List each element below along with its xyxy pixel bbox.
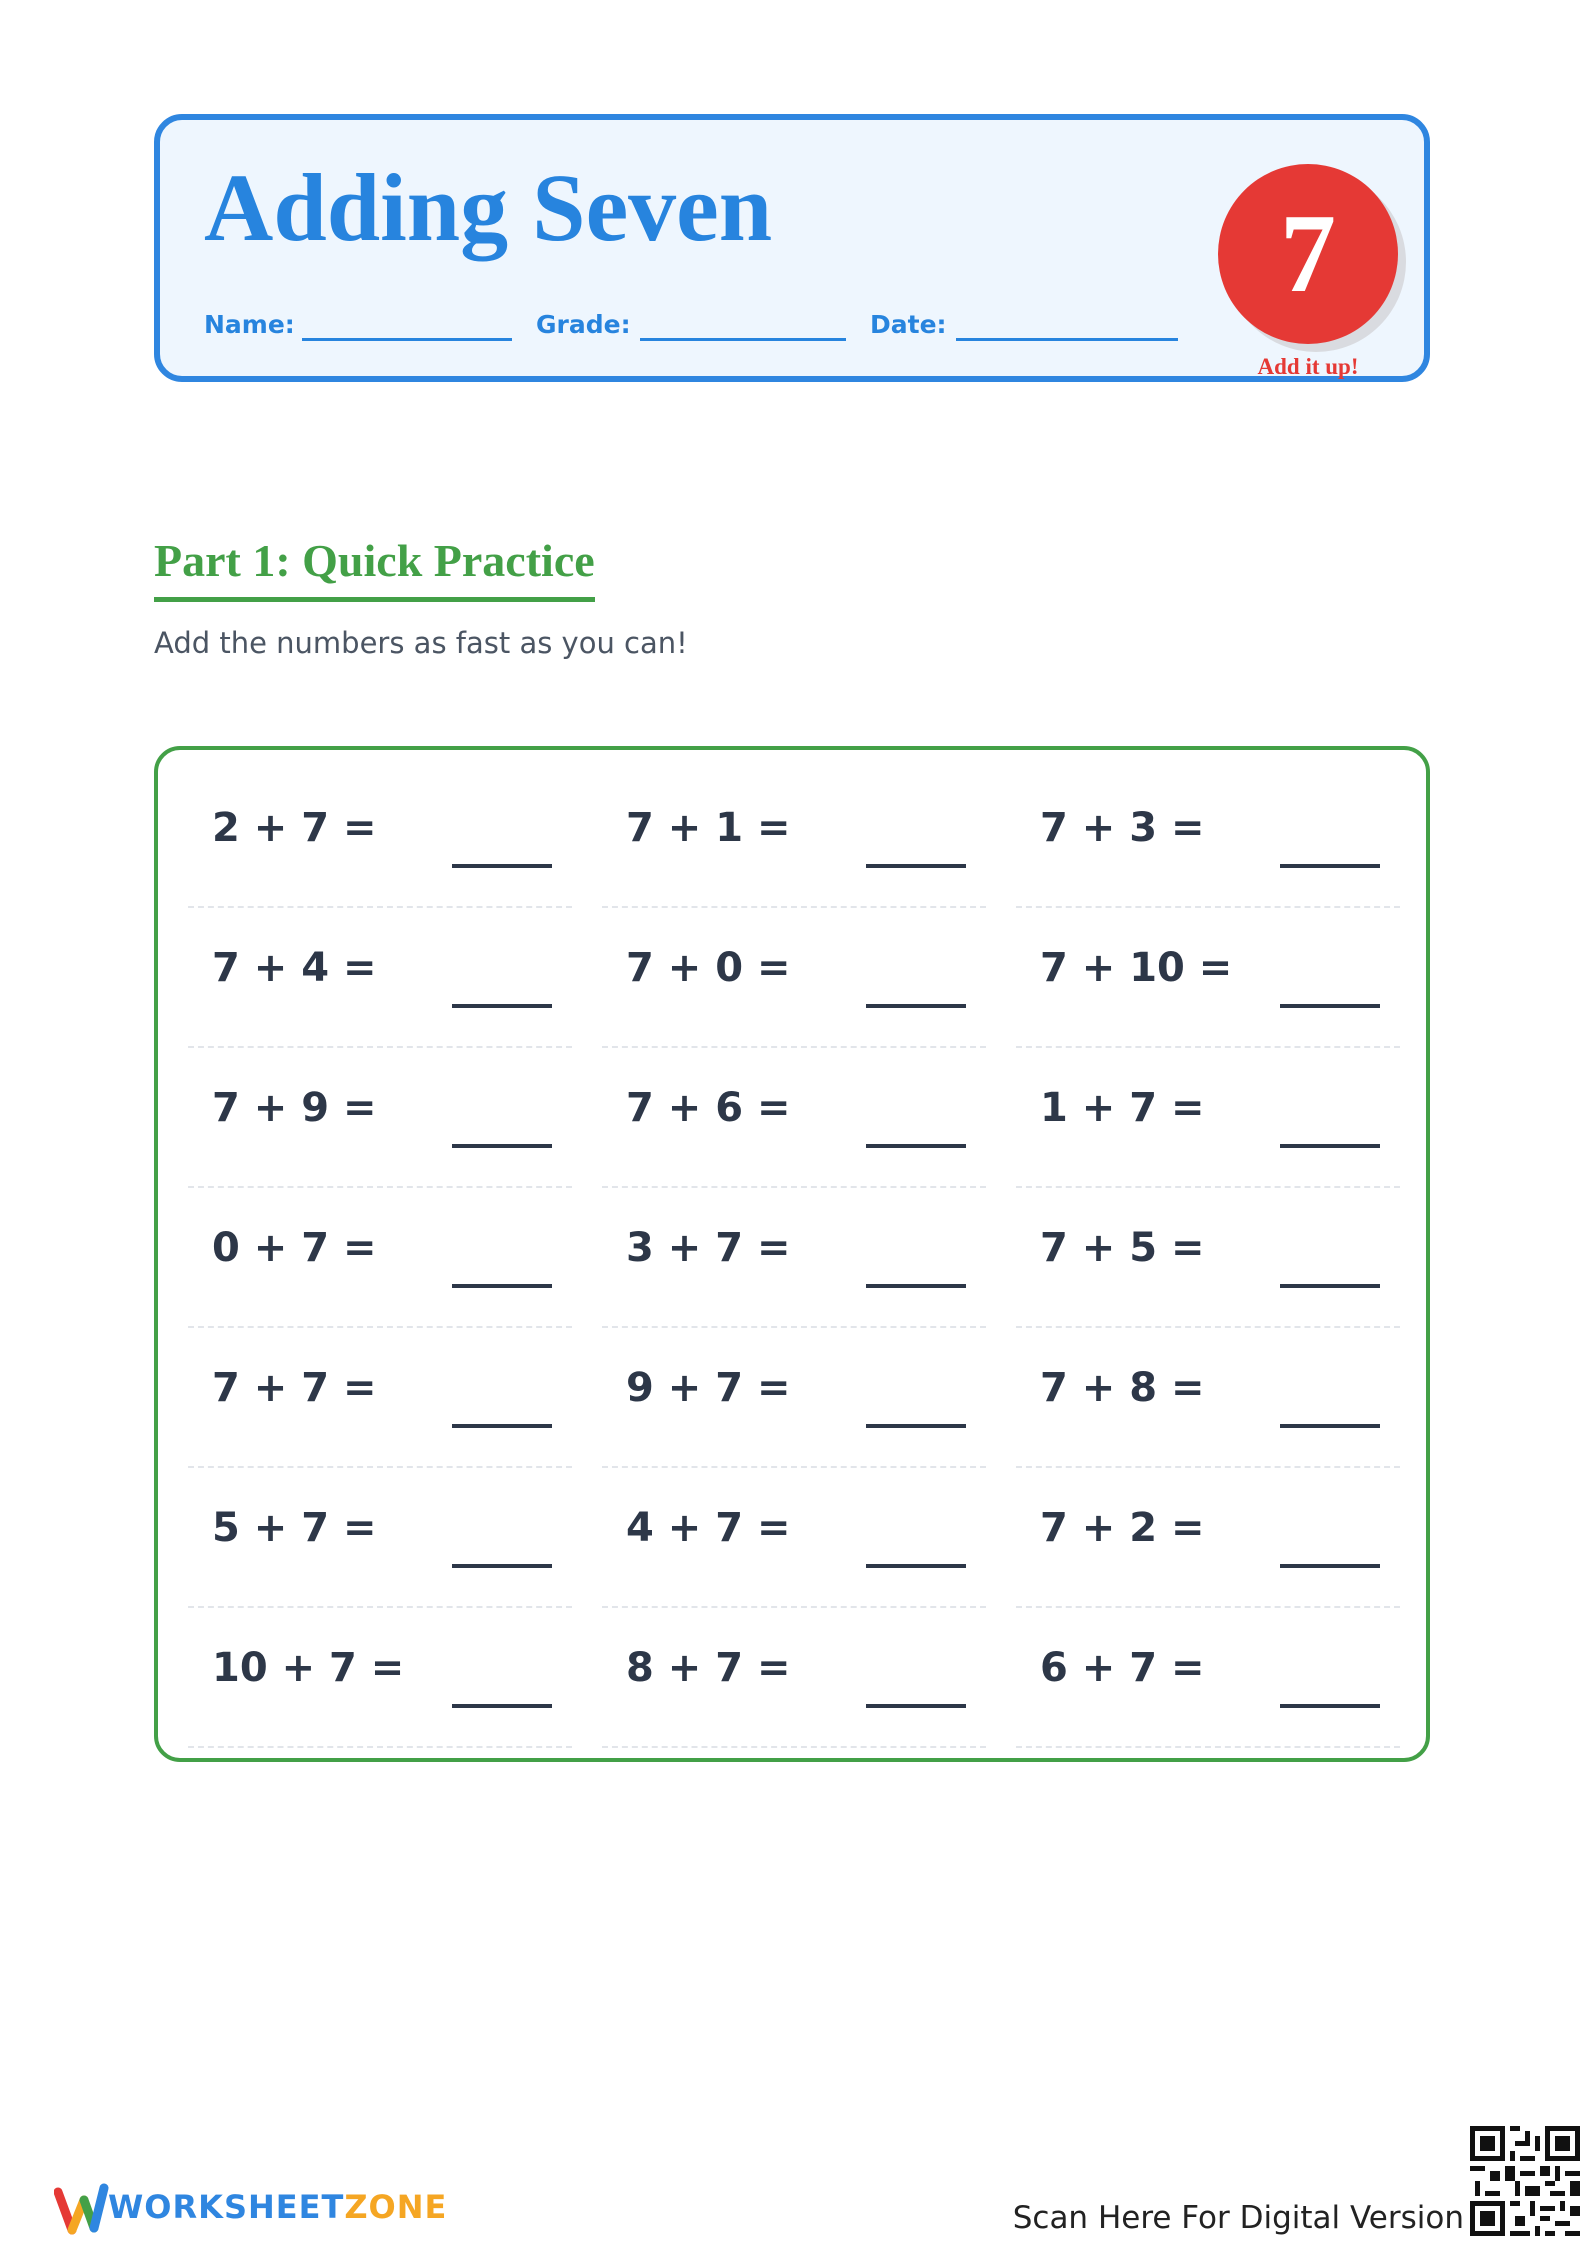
answer-blank[interactable] <box>1280 1424 1380 1428</box>
problem-expression: 10 + 7 = <box>212 1645 405 1691</box>
answer-blank[interactable] <box>452 1004 552 1008</box>
problem-cell <box>1016 1048 1400 1188</box>
problem-expression: 9 + 7 = <box>626 1365 791 1411</box>
problem-expression: 5 + 7 = <box>212 1505 377 1551</box>
badge-caption: Add it up! <box>1257 354 1359 379</box>
answer-blank[interactable] <box>1280 1004 1380 1008</box>
problem-cell <box>1016 908 1400 1048</box>
brand-main: WORKSHEET <box>108 2188 345 2226</box>
problem-expression: 3 + 7 = <box>626 1225 791 1271</box>
problems-grid <box>188 768 1400 1748</box>
badge-number: 7 <box>1280 192 1336 316</box>
problem-expression: 7 + 10 = <box>1040 945 1233 991</box>
scan-instructions: Scan Here For Digital Version <box>1012 2200 1464 2236</box>
date-label: Date: <box>870 310 947 339</box>
qr-code-icon[interactable] <box>1470 2126 1580 2236</box>
problem-cell <box>602 1468 986 1608</box>
brand-name[interactable] <box>108 2188 447 2226</box>
answer-blank[interactable] <box>1280 1284 1380 1288</box>
problem-cell <box>188 1188 572 1328</box>
problem-cell <box>188 908 572 1048</box>
answer-blank[interactable] <box>866 1284 966 1288</box>
grade-field[interactable] <box>640 338 846 341</box>
problem-expression: 8 + 7 = <box>626 1645 791 1691</box>
answer-blank[interactable] <box>452 1284 552 1288</box>
answer-blank[interactable] <box>452 864 552 868</box>
answer-blank[interactable] <box>866 1564 966 1568</box>
problem-expression: 7 + 1 = <box>626 805 791 851</box>
problem-cell <box>1016 768 1400 908</box>
answer-blank[interactable] <box>1280 1564 1380 1568</box>
problem-expression: 7 + 0 = <box>626 945 791 991</box>
problem-cell <box>602 908 986 1048</box>
answer-blank[interactable] <box>1280 864 1380 868</box>
problem-expression: 7 + 4 = <box>212 945 377 991</box>
answer-blank[interactable] <box>866 1144 966 1148</box>
problem-cell <box>188 1328 572 1468</box>
problem-expression: 7 + 5 = <box>1040 1225 1205 1271</box>
problem-expression: 7 + 9 = <box>212 1085 377 1131</box>
seven-badge <box>1218 164 1398 344</box>
problem-expression: 1 + 7 = <box>1040 1085 1205 1131</box>
answer-blank[interactable] <box>452 1704 552 1708</box>
answer-blank[interactable] <box>866 1424 966 1428</box>
problem-expression: 7 + 2 = <box>1040 1505 1205 1551</box>
problem-cell <box>188 768 572 908</box>
name-field[interactable] <box>302 338 512 341</box>
problem-expression: 7 + 7 = <box>212 1365 377 1411</box>
problem-expression: 6 + 7 = <box>1040 1645 1205 1691</box>
problem-cell <box>1016 1608 1400 1748</box>
answer-blank[interactable] <box>866 1004 966 1008</box>
problem-expression: 7 + 3 = <box>1040 805 1205 851</box>
problem-expression: 7 + 6 = <box>626 1085 791 1131</box>
problem-cell <box>188 1608 572 1748</box>
problem-cell <box>602 1048 986 1188</box>
answer-blank[interactable] <box>1280 1704 1380 1708</box>
problem-cell <box>1016 1468 1400 1608</box>
header-card <box>154 114 1430 382</box>
problem-cell <box>1016 1328 1400 1468</box>
answer-blank[interactable] <box>1280 1144 1380 1148</box>
answer-blank[interactable] <box>452 1564 552 1568</box>
problem-expression: 0 + 7 = <box>212 1225 377 1271</box>
problem-cell <box>602 768 986 908</box>
answer-blank[interactable] <box>866 864 966 868</box>
date-field[interactable] <box>956 338 1178 341</box>
problem-expression: 2 + 7 = <box>212 805 377 851</box>
brand-accent: ZONE <box>344 2188 448 2226</box>
problem-cell <box>188 1048 572 1188</box>
problem-expression: 7 + 8 = <box>1040 1365 1205 1411</box>
problem-cell <box>602 1608 986 1748</box>
page-title: Adding Seven <box>204 154 773 261</box>
problem-cell <box>188 1468 572 1608</box>
grade-label: Grade: <box>536 310 631 339</box>
answer-blank[interactable] <box>452 1144 552 1148</box>
section-title: Part 1: Quick Practice <box>154 536 595 602</box>
problems-box <box>154 746 1430 1762</box>
answer-blank[interactable] <box>452 1424 552 1428</box>
problem-cell <box>1016 1188 1400 1328</box>
answer-blank[interactable] <box>866 1704 966 1708</box>
problem-expression: 4 + 7 = <box>626 1505 791 1551</box>
problem-cell <box>602 1328 986 1468</box>
problem-cell <box>602 1188 986 1328</box>
instructions: Add the numbers as fast as you can! <box>154 626 688 660</box>
name-label: Name: <box>204 310 295 339</box>
